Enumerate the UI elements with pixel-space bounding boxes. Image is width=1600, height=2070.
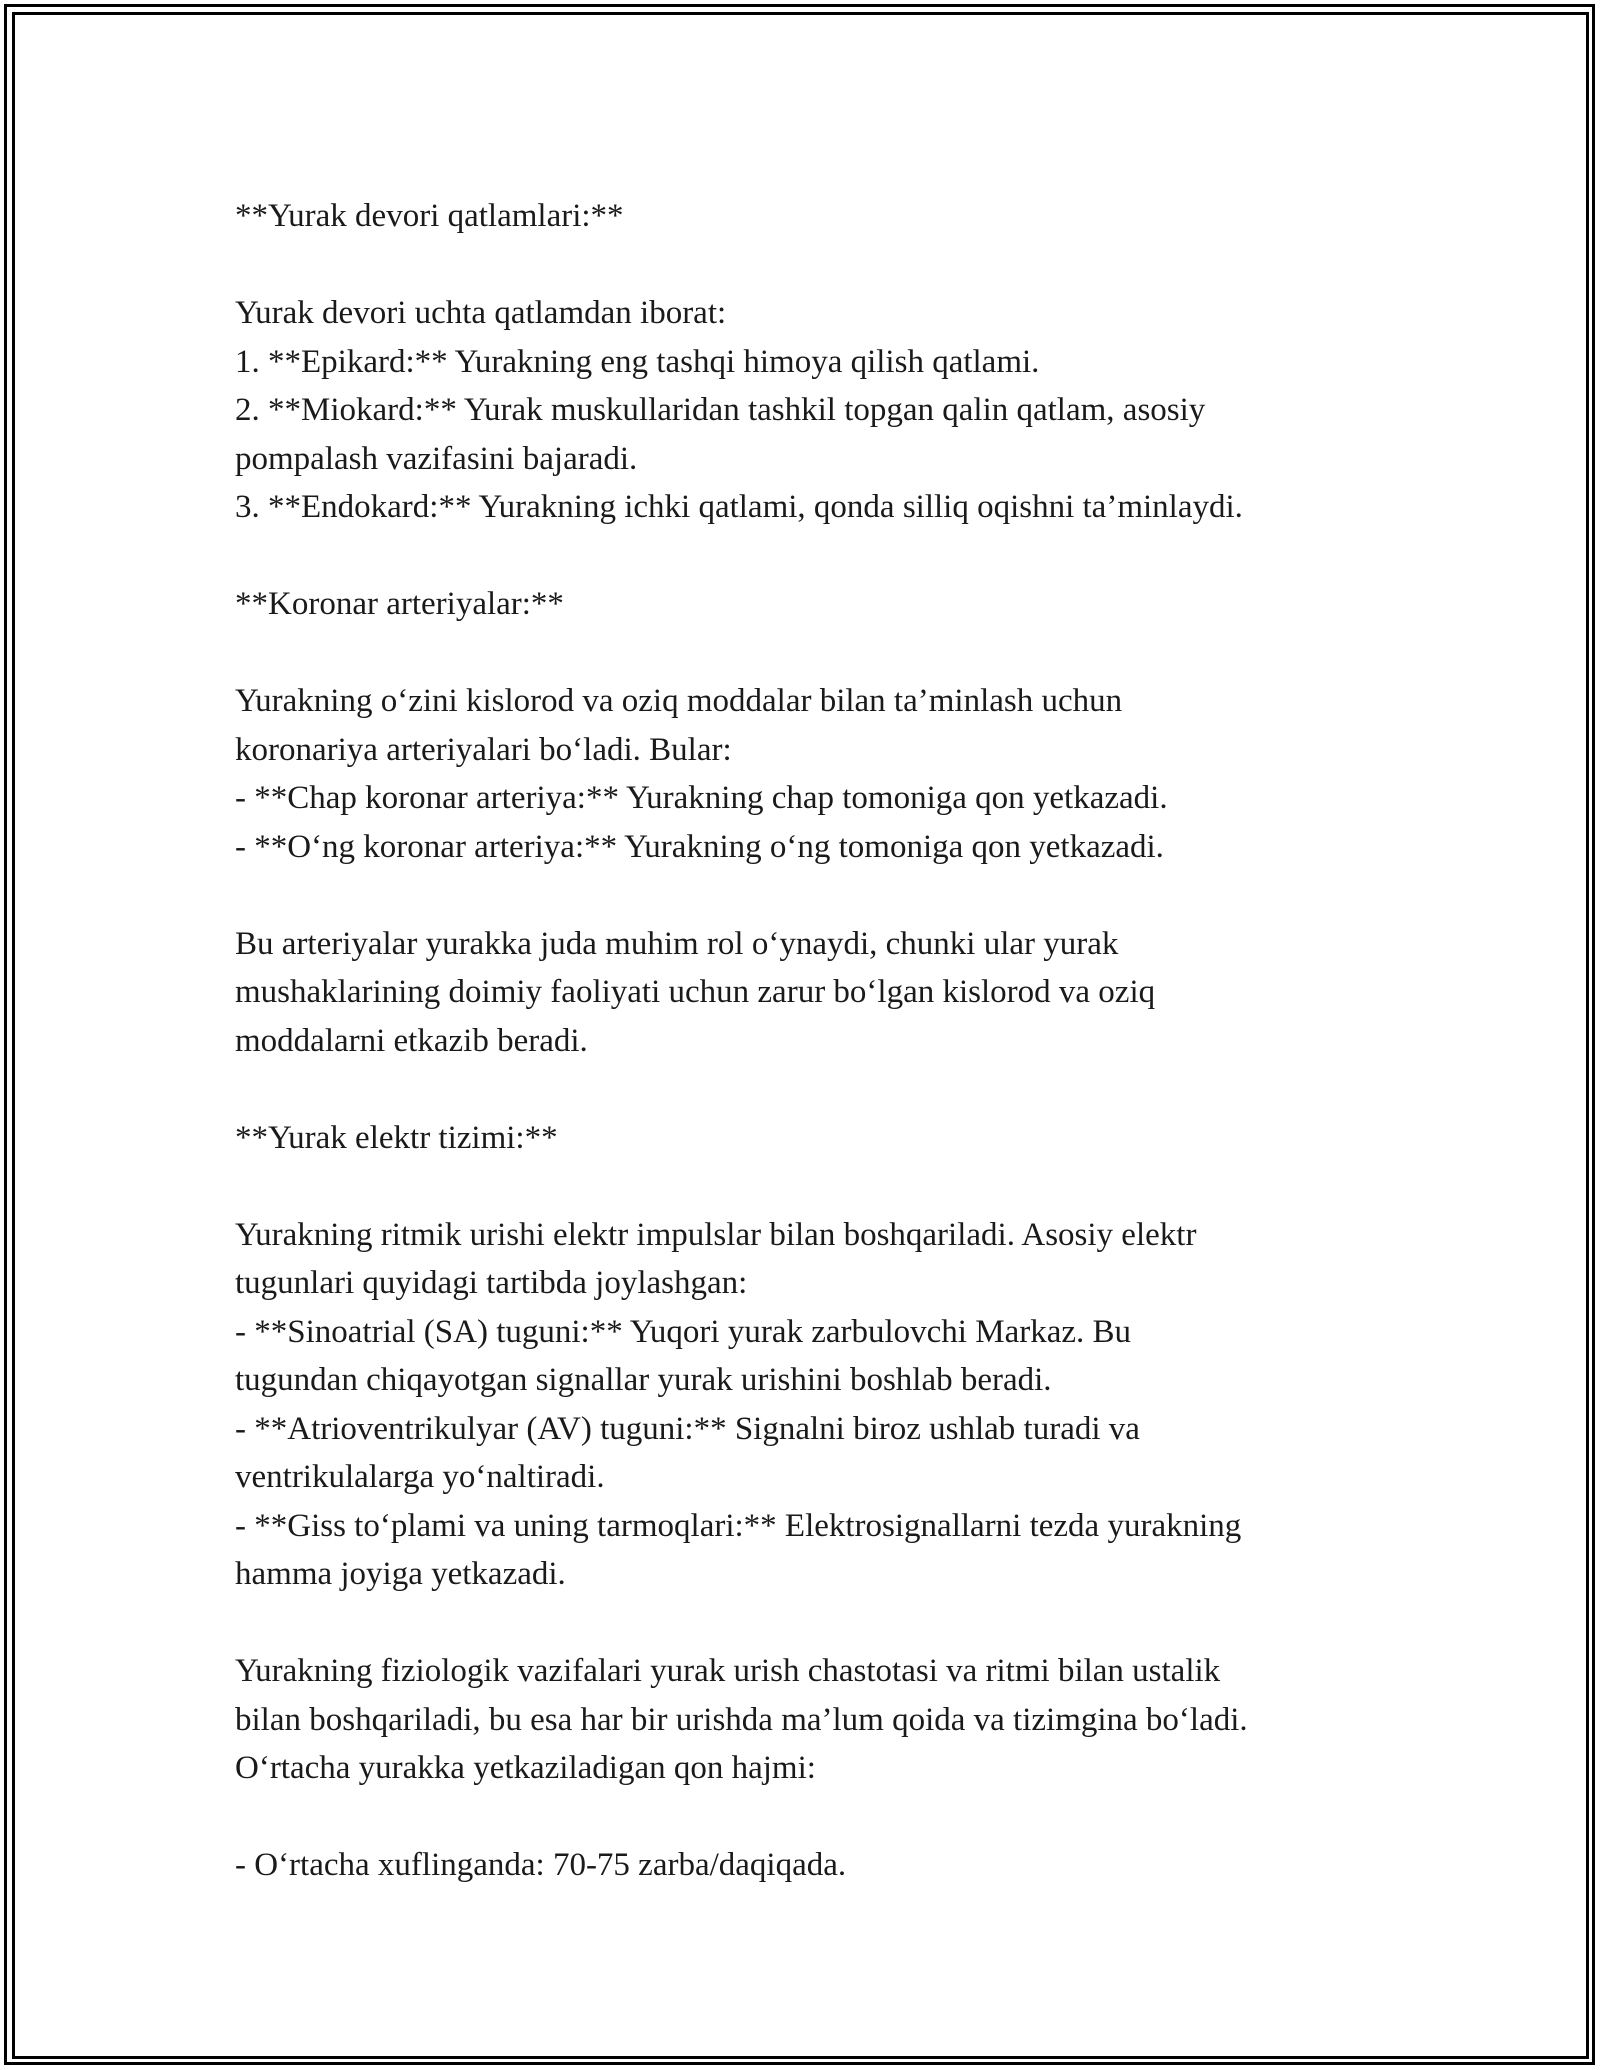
blank-line: [235, 241, 1395, 290]
document-body: [235, 192, 1395, 1890]
list-item-continuation: tugundan chiqayotgan signallar yurak urishini boshlab beradi.: [235, 1362, 1052, 1398]
list-item-continuation: ventrikulalarga yo‘naltiradi.: [235, 1459, 605, 1495]
paragraph-line: Yurakning ritmik urishi elektr impulslar bilan boshqariladi. Asosiy elektr: [235, 1216, 1197, 1253]
section-heading: **Yurak elektr tizimi:**: [235, 1119, 558, 1156]
blank-line: [235, 871, 1395, 920]
list-item: 1. **Epikard:** Yurakning eng tashqi himoya qilish qatlami.: [235, 343, 1040, 380]
paragraph-line: Yurakning fiziologik vazifalari yurak urish chastotasi va ritmi bilan ustalik: [235, 1653, 1221, 1689]
blank-line: [235, 1599, 1395, 1648]
section-heading: **Koronar arteriyalar:**: [235, 586, 564, 622]
paragraph-line: mushaklarining doimiy faoliyati uchun zarur bo‘lgan kislorod va oziq: [235, 974, 1156, 1010]
paragraph-line: Bu arteriyalar yurakka juda muhim rol o‘ynaydi, chunki ular yurak: [235, 925, 1119, 962]
list-item: - O‘rtacha xuflinganda: 70-75 zarba/daqiqada.: [235, 1847, 847, 1883]
paragraph-line: moddalarni etkazib beradi.: [235, 1022, 588, 1059]
blank-line: [235, 1065, 1395, 1114]
blank-line: [235, 1793, 1395, 1842]
list-item: - **Giss to‘plami va uning tarmoqlari:** Elektrosignallarni tezda yurakning: [235, 1507, 1242, 1544]
list-item-continuation: hamma joyiga yetkazadi.: [235, 1556, 566, 1592]
section-heading: **Yurak devori qatlamlari:**: [235, 198, 624, 234]
list-item: - **Sinoatrial (SA) tuguni:** Yuqori yurak zarbulovchi Markaz. Bu: [235, 1313, 1132, 1350]
paragraph-line: bilan boshqariladi, bu esa har bir urishda ma’lum qoida va tizimgina bo‘ladi.: [235, 1701, 1248, 1738]
blank-line: [235, 1162, 1395, 1211]
blank-line: [235, 629, 1395, 678]
list-item: - **Atrioventrikulyar (AV) tuguni:** Signalni biroz ushlab turadi va: [235, 1410, 1140, 1447]
list-item: - **O‘ng koronar arteriya:** Yurakning o‘ng tomoniga qon yetkazadi.: [235, 828, 1164, 865]
list-item: 2. **Miokard:** Yurak muskullaridan tashkil topgan qalin qatlam, asosiy: [235, 392, 1206, 428]
blank-line: [235, 532, 1395, 581]
list-item: - **Chap koronar arteriya:** Yurakning chap tomoniga qon yetkazadi.: [235, 780, 1168, 816]
list-item: 3. **Endokard:** Yurakning ichki qatlami, qonda silliq oqishni ta’minlaydi.: [235, 489, 1243, 525]
paragraph-line: O‘rtacha yurakka yetkaziladigan qon hajmi:: [235, 1750, 816, 1786]
list-item-continuation: pompalash vazifasini bajaradi.: [235, 440, 638, 477]
paragraph-line: Yurak devori uchta qatlamdan iborat:: [235, 295, 727, 331]
paragraph-line: tugunlari quyidagi tartibda joylashgan:: [235, 1265, 748, 1301]
paragraph-line: Yurakning o‘zini kislorod va oziq moddalar bilan ta’minlash uchun: [235, 683, 1123, 719]
paragraph-line: koronariya arteriyalari bo‘ladi. Bular:: [235, 731, 732, 768]
